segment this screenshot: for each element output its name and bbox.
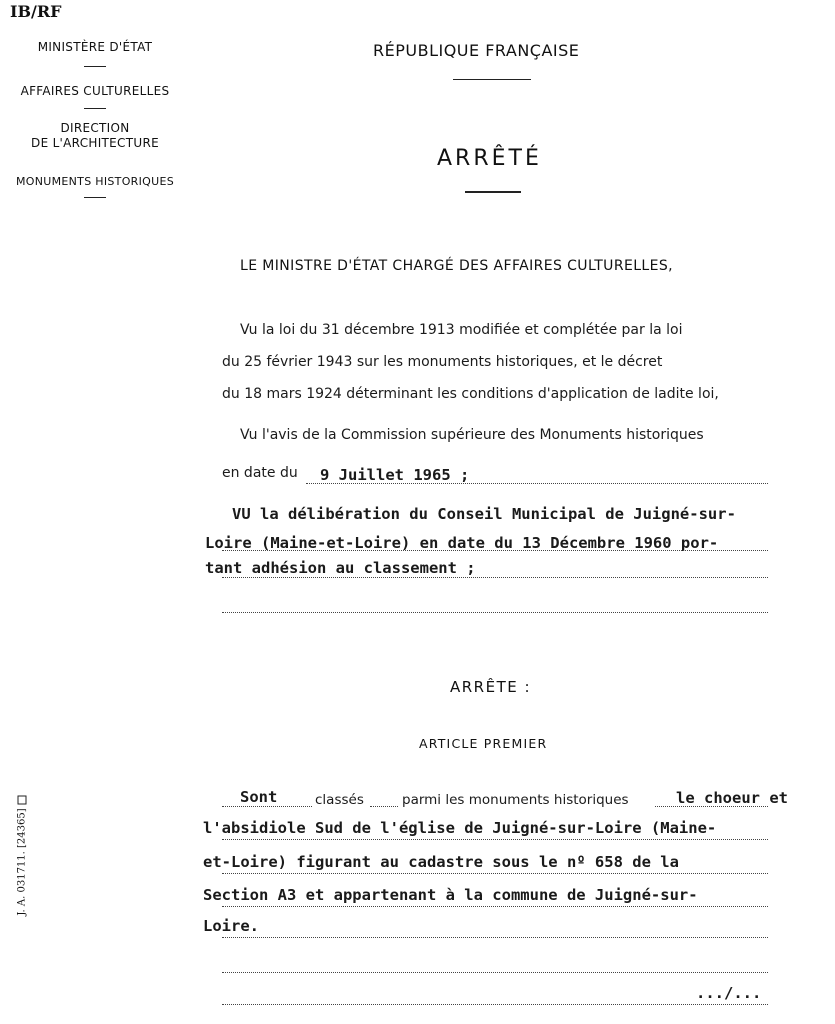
dotted-line xyxy=(222,873,768,874)
republic-heading: RÉPUBLIQUE FRANÇAISE xyxy=(373,41,580,60)
law-line: du 25 février 1943 sur les monuments historiques, et le décret xyxy=(222,354,663,370)
document-reference: IB/RF xyxy=(10,2,62,21)
divider xyxy=(84,197,106,198)
opinion-line: Vu l'avis de la Commission supérieure des Monuments historiques xyxy=(240,427,704,443)
divider xyxy=(84,108,106,109)
direction-label: DIRECTION xyxy=(60,121,130,135)
divider xyxy=(453,79,531,80)
law-line: Vu la loi du 31 décembre 1913 modifiée et complétée par la loi xyxy=(240,322,683,338)
article-heading: ARTICLE PREMIER xyxy=(419,736,548,751)
square-icon xyxy=(18,795,27,804)
typed-line: et-Loire) figurant au cadastre sous le nº 658 de la xyxy=(203,853,679,871)
typed-line: VU la délibération du Conseil Municipal de Juigné-sur- xyxy=(232,505,736,523)
dotted-line xyxy=(222,612,768,613)
typed-line: l'absidiole Sud de l'église de Juigné-sur-Loire (Maine- xyxy=(203,819,717,837)
printed-phrase: parmi les monuments historiques xyxy=(402,792,629,808)
dotted-line xyxy=(222,937,768,938)
typed-word: Sont xyxy=(240,788,278,806)
printer-code: J. A. 031711. [24365] xyxy=(17,766,28,946)
typed-line: Loire (Maine-et-Loire) en date du 13 Décembre 1960 por- xyxy=(205,534,719,552)
dotted-line xyxy=(222,1004,768,1005)
printed-word: classés xyxy=(315,792,364,808)
dotted-line xyxy=(222,906,768,907)
dotted-line xyxy=(222,972,768,973)
document-title: ARRÊTÉ xyxy=(437,146,542,171)
opinion-date-label: en date du xyxy=(222,465,298,481)
dotted-line xyxy=(222,839,768,840)
law-line: du 18 mars 1924 déterminant les conditions d'application de ladite loi, xyxy=(222,386,719,402)
dotted-line xyxy=(222,550,768,551)
divider xyxy=(465,191,521,193)
continuation-mark: .../... xyxy=(696,984,762,1002)
typed-line: Loire. xyxy=(203,917,259,935)
typed-date: 9 Juillet 1965 ; xyxy=(320,466,470,484)
ministry-name: MINISTÈRE D'ÉTAT xyxy=(37,40,153,54)
typed-line: le choeur et xyxy=(676,789,788,807)
minister-heading: LE MINISTRE D'ÉTAT CHARGÉ DES AFFAIRES CULTURELLES, xyxy=(240,258,673,274)
dotted-line xyxy=(370,806,398,807)
typed-line: Section A3 et appartenant à la commune de Juigné-sur- xyxy=(203,886,698,904)
direction-label-2: DE L'ARCHITECTURE xyxy=(31,136,159,150)
dotted-line xyxy=(222,806,312,807)
ministry-affairs: AFFAIRES CULTURELLES xyxy=(20,84,170,98)
divider xyxy=(84,66,106,67)
dotted-line xyxy=(222,577,768,578)
decree-heading: ARRÊTE : xyxy=(450,678,532,696)
department-label: MONUMENTS HISTORIQUES xyxy=(15,175,174,188)
typed-line: tant adhésion au classement ; xyxy=(205,559,476,577)
